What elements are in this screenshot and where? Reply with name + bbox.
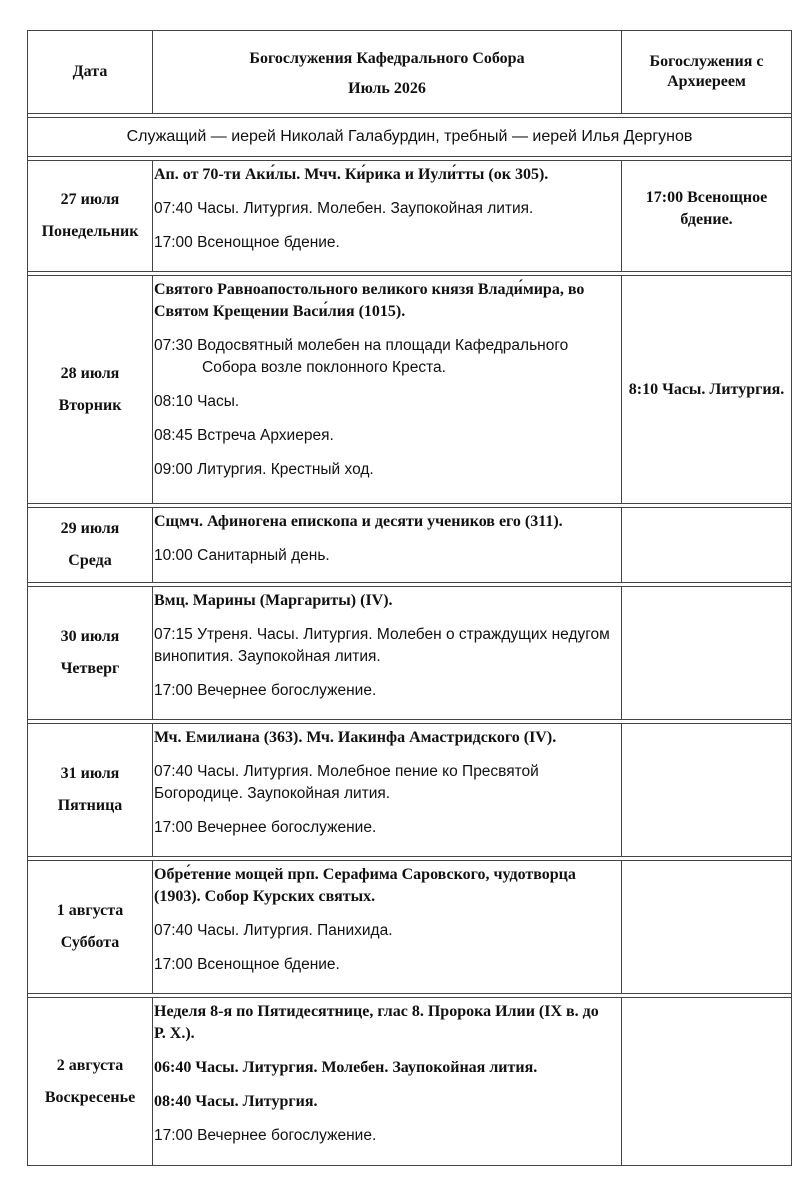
feast-title: Сщмч. Афиногена епископа и десяти учеников его (311).	[154, 513, 563, 530]
service-event: 07:30 Водосвятный молебен на площади Кафедрального Собора возле поклонного Креста.	[154, 337, 569, 376]
service-event: 07:40 Часы. Литургия. Панихида.	[154, 922, 393, 939]
services-cell	[153, 587, 622, 720]
day-date: 29 июля	[60, 520, 120, 537]
services-cell	[153, 861, 622, 994]
schedule-table	[27, 30, 792, 1166]
service-event: 08:10 Часы.	[154, 393, 240, 410]
service-event: 07:15 Утреня. Часы. Литургия. Молебен о страждущих недугом винопития. Заупокойная лития.	[154, 626, 610, 665]
header-services-month: Июль 2026	[348, 80, 426, 97]
bishop-cell: 8:10 Часы. Литургия.	[622, 276, 792, 504]
day-cell	[28, 587, 153, 720]
day-cell	[28, 161, 153, 272]
day-weekday: Понедельник	[41, 223, 139, 240]
day-cell	[28, 861, 153, 994]
day-date: 2 августа	[56, 1056, 124, 1074]
day-row	[28, 508, 792, 583]
day-weekday: Четверг	[60, 660, 120, 677]
clergy-note: Служащий — иерей Николай Галабурдин, требный — иерей Илья Дергунов	[28, 118, 792, 157]
service-event: 17:00 Всенощное бдение.	[154, 956, 340, 973]
feast-title: Ап. от 70-ти Аки́лы. Мчч. Ки́рика и Иули́тты (ок 305).	[154, 166, 549, 183]
day-row	[28, 161, 792, 272]
service-event: 08:45 Встреча Архиерея.	[154, 427, 334, 444]
day-date: 1 августа	[56, 902, 124, 919]
day-date: 30 июля	[60, 628, 120, 645]
bishop-cell	[622, 998, 792, 1166]
header-row	[28, 31, 792, 114]
clergy-row	[28, 118, 792, 157]
services-cell	[153, 998, 622, 1166]
services-cell	[153, 276, 622, 504]
bishop-cell	[622, 724, 792, 857]
service-event: 06:40 Часы. Литургия. Молебен. Заупокойная лития.	[154, 1059, 538, 1076]
feast-title: Мч. Емилиана (363). Мч. Иакинфа Амастридского (IV).	[154, 729, 557, 746]
service-event: 07:40 Часы. Литургия. Молебен. Заупокойная лития.	[154, 200, 534, 217]
day-row	[28, 998, 792, 1166]
bishop-cell	[622, 587, 792, 720]
day-row	[28, 587, 792, 720]
header-services-title: Богослужения Кафедрального Собора	[249, 50, 525, 67]
day-weekday: Суббота	[60, 934, 120, 951]
day-weekday: Пятница	[57, 797, 123, 814]
service-event: 17:00 Вечернее богослужение.	[154, 682, 377, 699]
header-services	[153, 31, 622, 114]
header-bishop: Богослужения с Архиереем	[622, 31, 792, 114]
feast-title: Вмц. Марины (Маргариты) (IV).	[154, 592, 393, 609]
day-cell	[28, 508, 153, 583]
services-cell	[153, 724, 622, 857]
service-event: 17:00 Вечернее богослужение.	[154, 819, 377, 836]
day-weekday: Среда	[68, 552, 112, 569]
day-weekday: Воскресенье	[44, 1088, 136, 1106]
service-event: 10:00 Санитарный день.	[154, 547, 330, 564]
service-event: 07:40 Часы. Литургия. Молебное пение ко Пресвятой Богородице. Заупокойная лития.	[154, 763, 539, 802]
day-cell	[28, 276, 153, 504]
day-date: 28 июля	[60, 364, 120, 382]
bishop-cell	[622, 861, 792, 994]
day-date: 27 июля	[60, 191, 120, 208]
service-event: 08:40 Часы. Литургия.	[154, 1093, 318, 1110]
day-weekday: Вторник	[58, 396, 122, 414]
day-date: 31 июля	[60, 765, 120, 782]
feast-title: Неделя 8-я по Пятидесятнице, глас 8. Пророка Илии (IX в. до Р. Х.).	[154, 1003, 599, 1042]
day-cell	[28, 724, 153, 857]
bishop-cell	[622, 508, 792, 583]
day-row	[28, 276, 792, 504]
day-row	[28, 724, 792, 857]
service-event: 17:00 Всенощное бдение.	[154, 234, 340, 251]
header-date: Дата	[28, 31, 153, 114]
service-event: 17:00 Вечернее богослужение.	[154, 1127, 377, 1144]
services-cell	[153, 161, 622, 272]
feast-title: Обре́тение мощей прп. Серафима Саровского, чудотворца (1903). Собор Курских святых.	[154, 866, 576, 905]
bishop-cell: 17:00 Всенощное бдение.	[622, 161, 792, 272]
services-cell	[153, 508, 622, 583]
feast-title: Святого Равноапостольного великого князя Влади́мира, во Святом Крещении Васи́лия (1015).	[154, 281, 585, 320]
service-event: 09:00 Литургия. Крестный ход.	[154, 461, 374, 478]
day-cell	[28, 998, 153, 1166]
day-row	[28, 861, 792, 994]
